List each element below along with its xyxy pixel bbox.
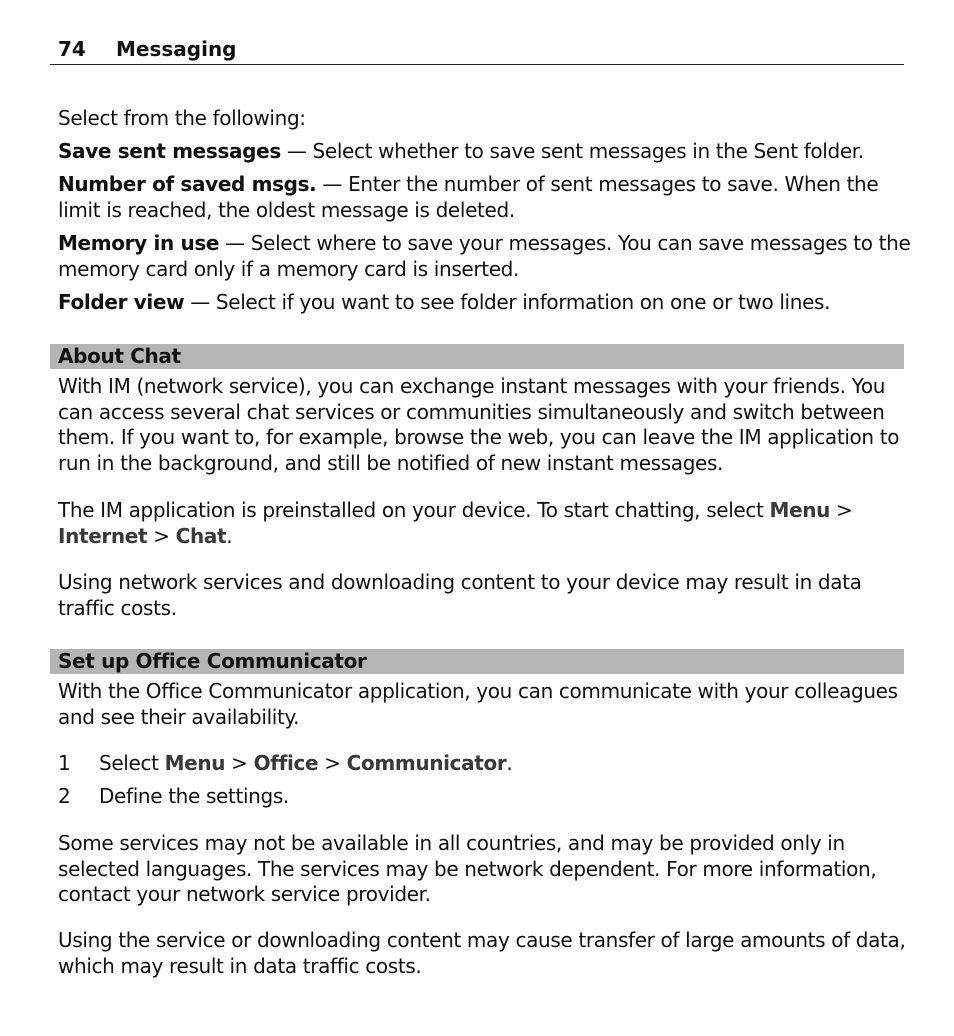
option-memory-in-use xyxy=(50,231,920,282)
step-2 xyxy=(50,784,920,810)
option-description: — Select if you want to see folder information on one or two lines. xyxy=(184,290,831,314)
sentence-end: . xyxy=(226,523,233,548)
paragraph-text: The IM application is preinstalled on your device. To start chatting, select xyxy=(58,498,770,522)
section-heading-about-chat: About Chat xyxy=(50,344,904,369)
running-header xyxy=(50,35,904,65)
option-folder-view xyxy=(50,290,920,316)
chapter-title: Messaging xyxy=(116,37,237,61)
option-save-sent xyxy=(50,139,920,165)
menu-path-office: Office xyxy=(253,751,319,775)
path-separator: > xyxy=(147,523,176,548)
menu-path-internet: Internet xyxy=(58,523,148,548)
step-number: 1 xyxy=(58,751,71,775)
option-description: — Select where to save your messages. You can save messages to the memory card only if a memory card is inserted. xyxy=(58,231,911,281)
step-1 xyxy=(50,751,920,777)
option-term: Folder view xyxy=(58,290,185,314)
menu-path-menu: Menu xyxy=(164,751,226,775)
step-prefix: Select xyxy=(99,751,165,775)
option-number-saved xyxy=(50,172,920,223)
option-term: Memory in use xyxy=(58,231,220,255)
page-number: 74 xyxy=(58,37,86,61)
option-term: Number of saved msgs. xyxy=(58,172,317,196)
sentence-end: . xyxy=(506,751,513,775)
about-chat-paragraph-2 xyxy=(50,498,920,549)
menu-path-menu: Menu xyxy=(769,498,831,522)
about-chat-paragraph-1: With IM (network service), you can exchange instant messages with your friends. You can access several chat services or communities simultaneously and switch between them. If you want to, for example, browse the web, you can leave the IM application to run in the background, and still be notified of new instant messages. xyxy=(58,374,900,475)
office-paragraph-1: With the Office Communicator application, you can communicate with your colleagues and see their availability. xyxy=(58,679,898,729)
step-text xyxy=(99,751,512,777)
office-paragraph-2: Some services may not be available in all countries, and may be provided only in selected languages. The services may be network dependent. For more information, contact your network service provider. xyxy=(58,831,877,906)
option-description: — Enter the number of sent messages to save. When the limit is reached, the oldest message is deleted. xyxy=(58,172,879,222)
about-chat-paragraph-3: Using network services and downloading content to your device may result in data traffic costs. xyxy=(58,570,862,620)
step-number: 2 xyxy=(58,784,71,808)
option-description: — Select whether to save sent messages in the Sent folder. xyxy=(280,139,864,163)
step-text: Define the settings. xyxy=(99,784,289,808)
intro-text: Select from the following: xyxy=(58,106,306,130)
path-separator: > xyxy=(225,751,254,775)
office-paragraph-3: Using the service or downloading content may cause transfer of large amounts of data, which may result in data traffic costs. xyxy=(58,928,906,978)
option-term: Save sent messages xyxy=(58,139,281,163)
section-heading-office-communicator: Set up Office Communicator xyxy=(50,649,904,674)
menu-path-communicator: Communicator xyxy=(346,751,507,775)
path-separator: > xyxy=(830,498,853,522)
menu-path-chat: Chat xyxy=(175,523,227,548)
path-separator: > xyxy=(318,751,347,775)
